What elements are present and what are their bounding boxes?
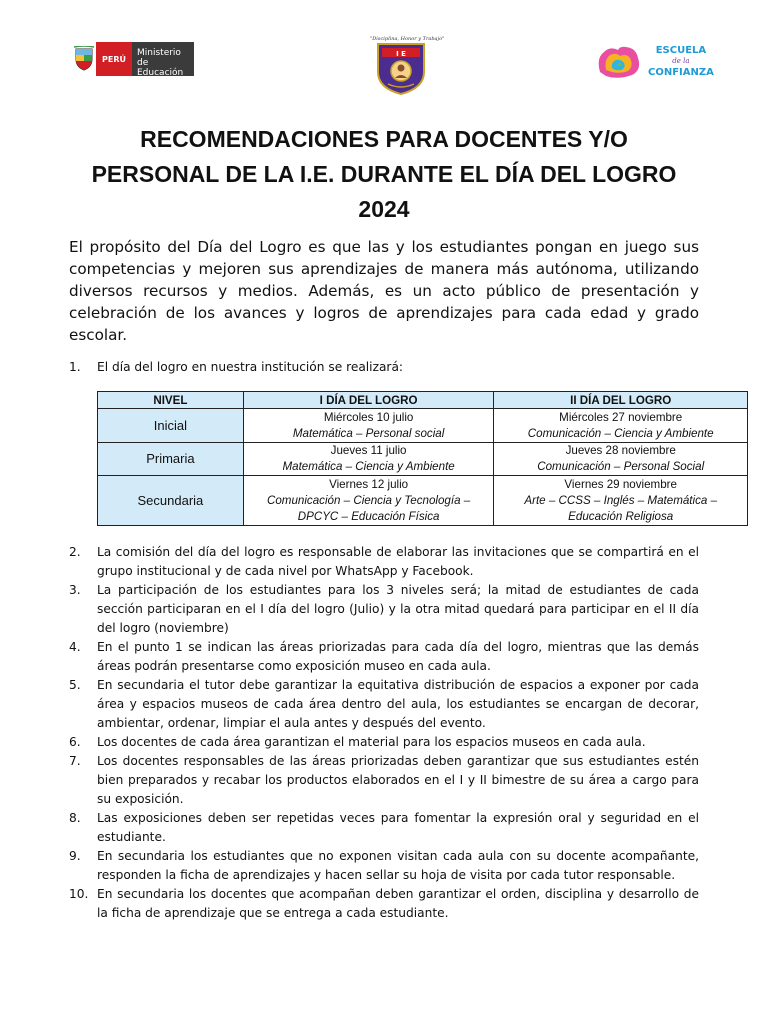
day2-cell xyxy=(494,443,748,476)
list-item xyxy=(69,358,699,377)
day1-date: Miércoles 10 julio xyxy=(323,410,414,424)
svg-text:I E: I E xyxy=(396,50,406,58)
escuela-line1: ESCUELA xyxy=(655,44,707,56)
item-text: La participación de los estudiantes para los 3 niveles será; la mitad de estudiantes de cada sección participaran en el I día del logro (Julio) y la otra mitad quedará para participar en el II día del logro (noviembre) xyxy=(97,583,699,635)
day2-cell xyxy=(494,476,748,526)
list-item xyxy=(69,638,699,676)
item-text: Las exposiciones deben ser repetidas veces para fomentar la expresión oral y seguridad en el estudiante. xyxy=(97,811,699,844)
day1-date: Jueves 11 julio xyxy=(330,444,407,457)
table-row xyxy=(98,443,748,476)
day1-cell xyxy=(243,476,494,526)
day1-areas: Matemática – Ciencia y Ambiente xyxy=(282,460,455,473)
escuela-line3: CONFIANZA xyxy=(648,66,714,78)
dia-del-logro-table xyxy=(97,391,748,526)
list-item xyxy=(69,543,699,581)
day1-areas: Matemática – Personal social xyxy=(292,426,445,440)
item-text: En secundaria los estudiantes que no exponen visitan cada aula con su docente acompañante, responden la ficha de aprendizajes y hacen sellar su hoja de visita por cada tutor responsable. xyxy=(97,849,699,882)
day1-cell xyxy=(243,443,494,476)
day2-date: Miércoles 27 noviembre xyxy=(559,410,683,424)
list-item xyxy=(69,581,699,638)
peru-coat-of-arms-icon xyxy=(72,42,96,76)
day1-cell xyxy=(243,409,494,443)
day1-areas: Comunicación – Ciencia y Tecnología – DPCYC – Educación Física xyxy=(266,493,471,523)
table-header-row xyxy=(98,392,748,409)
item-text: En secundaria el tutor debe garantizar la equitativa distribución de espacios a exponer por cada área y espacios museos de cada área dentro del aula, los estudiantes se encargan de decorar, ambientar, ordenar, limpiar el aula antes y después del evento. xyxy=(97,678,699,730)
school-shield-icon xyxy=(374,42,428,96)
item-number: 9. xyxy=(69,849,81,863)
day2-date: Viernes 29 noviembre xyxy=(564,477,677,491)
list-item xyxy=(69,809,699,847)
item-text: Los docentes de cada área garantizan el material para los espacios museos en cada aula. xyxy=(97,735,646,749)
escuela-confianza-logo xyxy=(596,44,714,78)
item-text: La comisión del día del logro es responsable de elaborar las invitaciones que se compartirá en el grupo institucional y de cada nivel por WhatsApp y Facebook. xyxy=(97,545,699,578)
item-number: 10. xyxy=(69,887,89,901)
item-number: 7. xyxy=(69,754,81,768)
header-dia-1: I DÍA DEL LOGRO xyxy=(243,392,494,409)
level-cell: Inicial xyxy=(98,409,244,443)
item-number: 1. xyxy=(69,360,81,374)
item-number: 5. xyxy=(69,678,81,692)
day2-cell xyxy=(494,409,748,443)
item-number: 8. xyxy=(69,811,81,825)
page-header xyxy=(0,36,768,98)
day2-areas: Arte – CCSS – Inglés – Matemática – Educación Religiosa xyxy=(524,493,718,523)
item-text: En secundaria los docentes que acompañan deben garantizar el orden, disciplina y desarrollo de la ficha de aprendizaje que se entrega a cada estudiante. xyxy=(97,887,699,920)
school-motto: "Disciplina, Honor y Trabajo" xyxy=(370,36,445,42)
item-number: 4. xyxy=(69,640,81,654)
item-text: En el punto 1 se indican las áreas priorizadas para cada día del logro, mientras que las demás áreas podrán presentarse como exposición museo en cada aula. xyxy=(97,640,699,673)
day1-date: Viernes 12 julio xyxy=(329,477,409,491)
peru-label: PERÚ xyxy=(96,42,132,76)
table-row xyxy=(98,409,748,443)
intro-paragraph: El propósito del Día del Logro es que las y los estudiantes pongan en juego sus competencias y mejoren sus aprendizajes de manera más autónoma, utilizando diversos recursos y medios. Además, es un acto público de presentación y celebración de los avances y logros de aprendizajes para cada edad y grado escolar. xyxy=(69,238,699,344)
list-item xyxy=(69,752,699,809)
school-crest xyxy=(370,36,445,98)
minedu-logo xyxy=(72,42,194,76)
item-number: 3. xyxy=(69,583,81,597)
item-text: El día del logro en nuestra institución se realizará: xyxy=(97,360,404,374)
day2-date: Jueves 28 noviembre xyxy=(565,444,676,457)
item-number: 2. xyxy=(69,545,81,559)
item-number: 6. xyxy=(69,735,81,749)
escuela-line2: de la xyxy=(672,56,690,65)
day2-areas: Comunicación – Personal Social xyxy=(537,460,705,473)
recommendations-list xyxy=(69,543,699,923)
item-text: Los docentes responsables de las áreas priorizadas deben garantizar que sus estudiantes estén bien preparados y recabar los productos elaborados en el I y II bimestre de su área a cargo para su exposición. xyxy=(97,754,699,806)
header-nivel: NIVEL xyxy=(98,392,244,409)
item-1 xyxy=(69,358,699,377)
list-item xyxy=(69,676,699,733)
escuela-confianza-text xyxy=(648,45,714,78)
list-item xyxy=(69,847,699,885)
level-cell: Secundaria xyxy=(98,476,244,526)
ministry-label: Ministerio de Educación xyxy=(132,42,194,76)
level-cell: Primaria xyxy=(98,443,244,476)
day2-areas: Comunicación – Ciencia y Ambiente xyxy=(527,426,714,440)
table-row xyxy=(98,476,748,526)
header-dia-2: II DÍA DEL LOGRO xyxy=(494,392,748,409)
hands-logo-icon xyxy=(596,44,642,78)
list-item xyxy=(69,885,699,923)
page-title: RECOMENDACIONES PARA DOCENTES Y/O PERSONAL DE LA I.E. DURANTE EL DÍA DEL LOGRO 2024 xyxy=(91,126,677,222)
list-item xyxy=(69,733,699,752)
